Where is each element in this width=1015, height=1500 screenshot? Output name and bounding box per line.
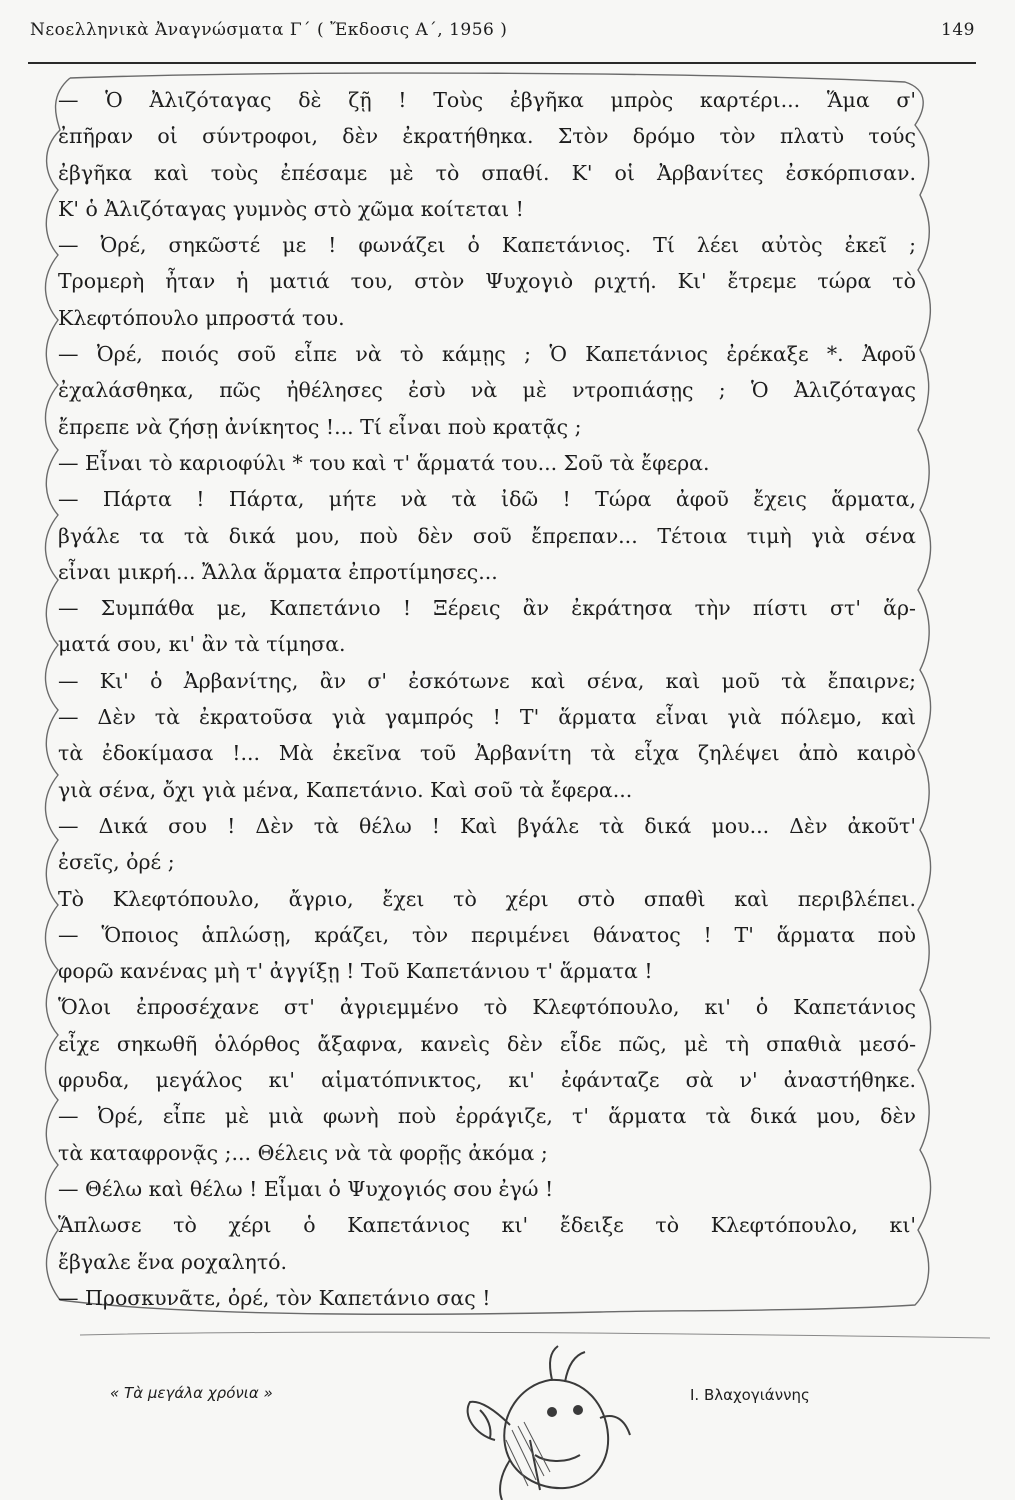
text-line: — Κι' ὁ Ἀρβανίτης, ἂν σ' ἐσκότωνε καὶ σένα, καὶ μοῦ τὰ ἔπαιρνε; [58,668,916,693]
text-line: Ὅλοι ἐπροσέχανε στ' ἀγριεμμένο τὸ Κλεφτόπουλο, κι' ὁ Καπετάνιος [58,995,916,1020]
text-line: τὰ καταφρονᾷς ;... Θέλεις νὰ τὰ φορῇς ἀκόμα ; [58,1140,548,1165]
running-header [30,18,975,48]
text-line: — Προσκυνᾶτε, ὀρέ, τὸν Καπετάνιο σας ! [58,1285,491,1310]
text-line: — Εἶναι τὸ καριοφύλι * του καὶ τ' ἅρματά του... Σοῦ τὰ ἔφερα. [58,450,710,475]
text-line: — Δὲν τὰ ἐκρατοῦσα γιὰ γαμπρός ! Τ' ἅρματα εἶναι γιὰ πόλεμο, καὶ [58,705,916,730]
text-line: — Ὁ Ἀλιζόταγας δὲ ζῇ ! Τοὺς ἐβγῆκα μπρὸς καρτέρι... Ἅμα σ' [58,88,916,112]
text-line: τὰ ἐδοκίμασα !... Μὰ ἐκεῖνα τοῦ Ἀρβανίτη τὰ εἶχα ζηλέψει ἀπὸ καιρὸ [58,741,916,766]
text-line: βγάλε τα τὰ δικά μου, ποὺ δὲν σοῦ ἔπρεπαν... Τέτοια τιμὴ γιὰ σένα [58,523,916,548]
author-name: Ι. Βλαχογιάννης [690,1386,810,1404]
text-line: φορῶ κανένας μὴ τ' ἀγγίξῃ ! Τοῦ Καπετάνιου τ' ἅρματα ! [58,959,653,984]
text-line: εἶχε σηκωθῆ ὁλόρθος ἄξαφνα, κανεὶς δὲν εἶδε πῶς, μὲ τὴ σπαθιὰ μεσό- [58,1031,916,1056]
text-line: ἐσεῖς, ὀρέ ; [58,850,175,875]
text-line: — Ὀρέ, σηκῶστέ με ! φωνάζει ὁ Καπετάνιος. Τί λέει αὐτὸς ἐκεῖ ; [58,233,916,258]
header-rule [28,62,976,64]
text-line: φρυδα, μεγάλος κι' αἱματόπνικτος, κι' ἐφάνταζε σὰ ν' ἀναστήθηκε. [58,1068,916,1093]
text-line: ἐχαλάσθηκα, πῶς ἠθέλησες ἐσὺ νὰ μὲ ντροπιάσῃς ; Ὁ Ἀλιζόταγας [58,378,916,403]
text-line: ἔπρεπε νὰ ζήσῃ ἀνίκητος !... Τί εἶναι ποὺ κρατᾷς ; [58,414,582,439]
text-line: ἐβγῆκα καὶ τοὺς ἐπέσαμε μὲ τὸ σπαθί. Κ' οἱ Ἀρβανίτες ἐσκόρπισαν. [58,160,916,185]
text-line: — Δικά σου ! Δὲν τὰ θέλω ! Καὶ βγάλε τὰ δικά μου... Δὲν ἀκοῦτ' [58,813,916,838]
text-line: — Πάρτα ! Πάρτα, μήτε νὰ τὰ ἰδῶ ! Τώρα ἀφοῦ ἔχεις ἅρματα, [58,487,916,512]
text-line: Τρομερὴ ἦταν ἡ ματιά του, στὸν Ψυχογιὸ ριχτή. Κι' ἔτρεμε τώρα τὸ [58,269,916,294]
text-line: — Ὅποιος ἁπλώσῃ, κράζει, τὸν περιμένει θάνατος ! Τ' ἅρματα ποὺ [58,922,916,947]
book-title: Νεοελληνικὰ Ἀναγνώσματα Γ΄ ( Ἔκδοσις Α΄, 1956 ) [30,20,508,40]
text-line: — Θέλω καὶ θέλω ! Εἶμαι ὁ Ψυχογιός σου ἐγώ ! [58,1176,554,1201]
pencil-doodle-figure [440,1340,670,1500]
body-text [58,82,916,1316]
text-line: ἔβγαλε ἕνα ροχαλητό. [58,1249,288,1274]
text-line: Κ' ὁ Ἀλιζόταγας γυμνὸς στὸ χῶμα κοίτεται ! [58,196,524,221]
text-line: εἶναι μικρή... Ἄλλα ἅρματα ἐπροτίμησες... [58,559,498,584]
text-line: Τὸ Κλεφτόπουλο, ἄγριο, ἔχει τὸ χέρι στὸ σπαθὶ καὶ περιβλέπει. [58,886,916,911]
text-line: — Συμπάθα με, Καπετάνιο ! Ξέρεις ἂν ἐκράτησα τὴν πίστι στ' ἅρ- [58,596,916,621]
text-line: — Ὀρέ, ποιός σοῦ εἶπε νὰ τὸ κάμῃς ; Ὁ Καπετάνιος ἐρέκαξε *. Ἀφοῦ [58,342,916,367]
text-line: — Ὀρέ, εἶπε μὲ μιὰ φωνὴ ποὺ ἐρράγιζε, τ' ἅρματα τὰ δικά μου, δὲν [58,1104,916,1129]
text-line: ἐπῆραν οἱ σύντροφοι, δὲν ἐκρατήθηκα. Στὸν δρόμο τὸν πλατὺ τούς [58,124,916,149]
text-line: γιὰ σένα, ὄχι γιὰ μένα, Καπετάνιο. Καὶ σοῦ τὰ ἔφερα... [58,777,633,802]
text-line: Κλεφτόπουλο μπροστά του. [58,305,345,330]
text-line: ματά σου, κι' ἂν τὰ τίμησα. [58,632,346,657]
source-title: « Τὰ μεγάλα χρόνια » [110,1384,273,1402]
page-number: 149 [941,20,975,40]
text-line: Ἅπλωσε τὸ χέρι ὁ Καπετάνιος κι' ἔδειξε τὸ Κλεφτόπουλο, κι' [58,1213,916,1238]
